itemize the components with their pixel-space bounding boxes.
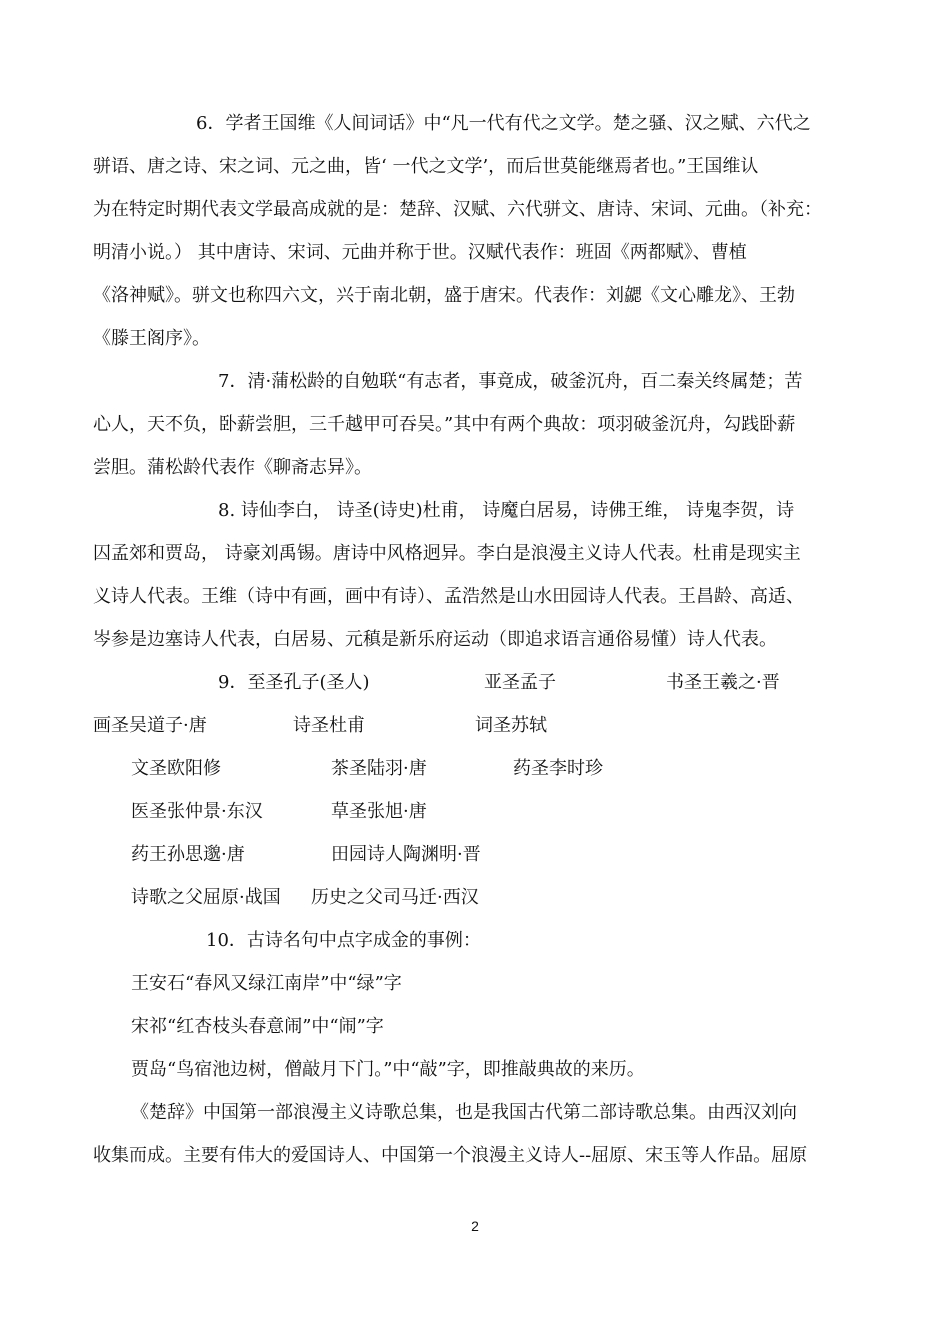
paragraph-10-example-3: 贾岛“鸟宿池边树，僧敲月下门。”中“敲”字，即推敲典故的来历。 — [131, 1059, 645, 1080]
paragraph-8-line-4: 岑参是边塞诗人代表，白居易、元稹是新乐府运动（即追求语言通俗易懂）诗人代表。 — [93, 629, 777, 650]
sage-taoyuanming: 田园诗人陶渊明·晋 — [331, 844, 481, 865]
paragraph-6-line-2: 骈语、唐之诗、宋之词、元之曲，皆‘ 一代之文学’，而后世莫能继焉者也。”王国维认 — [93, 156, 759, 177]
page-number: 2 — [471, 1218, 479, 1234]
paragraph-6-line-5: 《洛神赋》。骈文也称四六文，兴于南北朝，盛于唐宋。代表作：刘勰《文心雕龙》、王勃 — [93, 285, 795, 306]
sage-sushi: 词圣苏轼 — [475, 715, 547, 736]
paragraph-6-line-1: 6．学者王国维《人间词话》中“凡一代有代之文学。楚之骚、汉之赋、六代之 — [196, 113, 811, 134]
paragraph-6-line-3: 为在特定时期代表文学最高成就的是：楚辞、汉赋、六代骈文、唐诗、宋词、元曲。（补充： — [93, 199, 822, 220]
paragraph-8-line-1: 8. 诗仙李白， 诗圣(诗史)杜甫， 诗魔白居易，诗佛王维， 诗鬼李贺，诗 — [218, 500, 795, 521]
sage-wudaozi: 画圣吴道子·唐 — [93, 715, 207, 736]
paragraph-10-example-1: 王安石“春风又绿江南岸”中“绿”字 — [131, 973, 402, 994]
sage-lishizhen: 药圣李时珍 — [513, 758, 603, 779]
paragraph-7-line-2: 心人，天不负，卧薪尝胆，三千越甲可吞吴。”其中有两个典故：项羽破釜沉舟，勾践卧薪 — [93, 414, 796, 435]
sage-wangxizhi: 书圣王羲之·晋 — [666, 672, 780, 693]
sage-mengzi: 亚圣孟子 — [484, 672, 556, 693]
sage-simaqian: 历史之父司马迁·西汉 — [311, 887, 479, 908]
sage-quyuan: 诗歌之父屈原·战国 — [131, 887, 281, 908]
paragraph-chuci-line-1: 《楚辞》中国第一部浪漫主义诗歌总集，也是我国古代第二部诗歌总集。由西汉刘向 — [131, 1102, 797, 1123]
sage-kongzi: 9．至圣孔子(圣人) — [218, 672, 370, 693]
paragraph-chuci-line-2: 收集而成。主要有伟大的爱国诗人、中国第一个浪漫主义诗人--屈原、宋玉等人作品。屈原 — [93, 1145, 808, 1166]
paragraph-10-example-2: 宋祁“红杏枝头春意闹”中“闹”字 — [131, 1016, 384, 1037]
sage-dufu: 诗圣杜甫 — [293, 715, 365, 736]
paragraph-8-line-3: 义诗人代表。王维（诗中有画，画中有诗）、孟浩然是山水田园诗人代表。王昌龄、高适、 — [93, 586, 804, 607]
paragraph-10-title: 10．古诗名句中点字成金的事例： — [206, 930, 481, 951]
paragraph-6-line-4: 明清小说。） 其中唐诗、宋词、元曲并称于世。汉赋代表作：班固《两都赋》、曹植 — [93, 242, 747, 263]
paragraph-7-line-1: 7．清·蒲松龄的自勉联“有志者，事竟成，破釜沉舟，百二秦关终属楚；苦 — [218, 371, 803, 392]
sage-luyu: 茶圣陆羽·唐 — [331, 758, 427, 779]
sage-zhangxu: 草圣张旭·唐 — [331, 801, 427, 822]
paragraph-8-line-2: 囚孟郊和贾岛， 诗豪刘禹锡。唐诗中风格迥异。李白是浪漫主义诗人代表。杜甫是现实主 — [93, 543, 801, 564]
paragraph-7-line-3: 尝胆。蒲松龄代表作《聊斋志异》。 — [93, 457, 372, 478]
sage-sunsimiao: 药王孙思邈·唐 — [131, 844, 245, 865]
sage-ouyangxiu: 文圣欧阳修 — [131, 758, 221, 779]
paragraph-6-line-6: 《滕王阁序》。 — [93, 328, 210, 349]
sage-zhangzhongjing: 医圣张仲景·东汉 — [131, 801, 263, 822]
